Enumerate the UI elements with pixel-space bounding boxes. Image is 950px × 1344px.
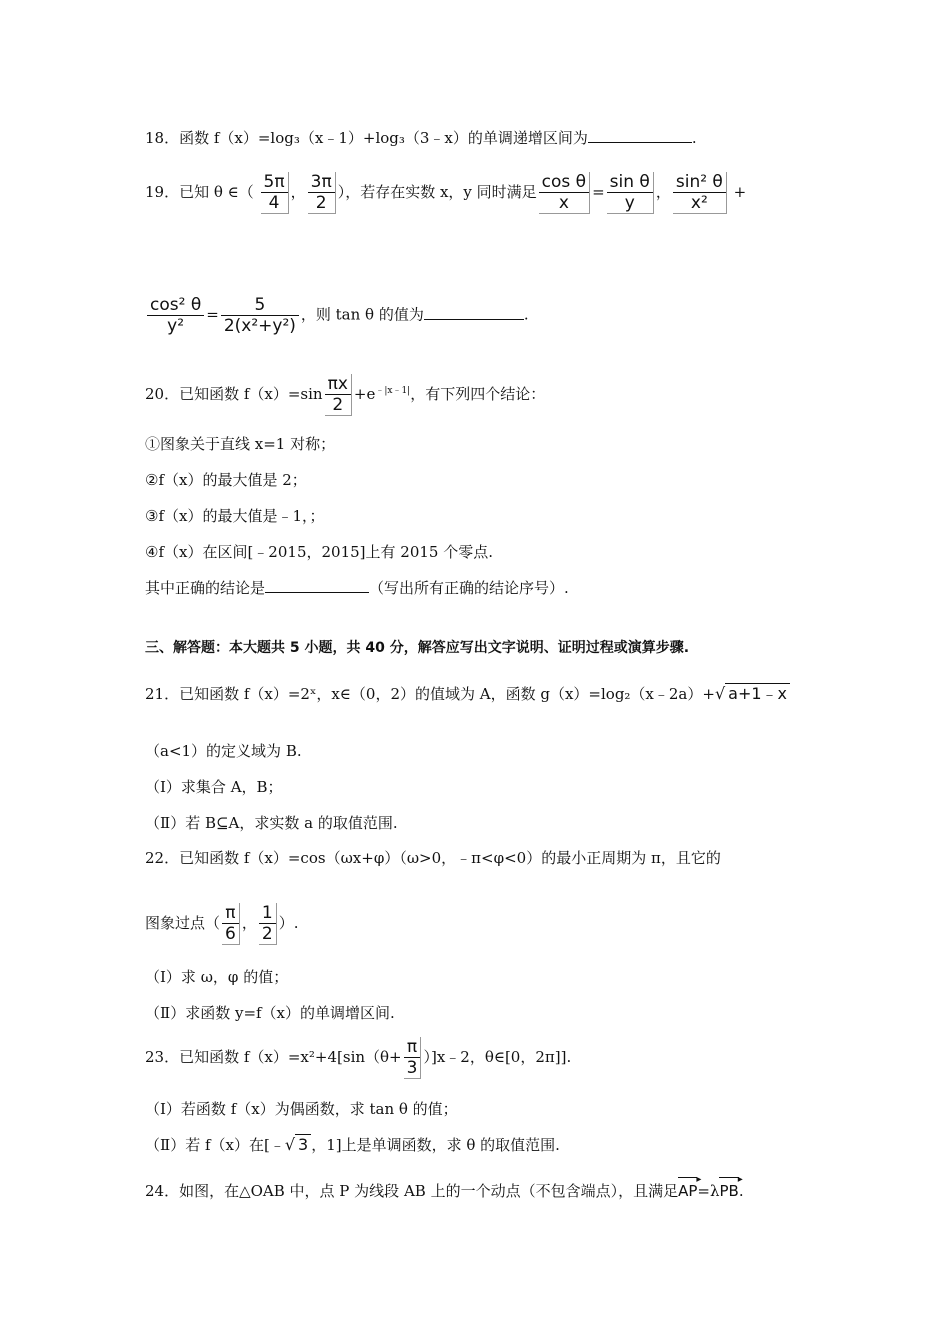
period: . [691,129,697,147]
question-21-part2: （Ⅱ）若 B⊆A，求实数 a 的取值范围. [145,814,398,832]
question-21 [145,683,790,705]
question-23-part2: （Ⅱ）若 f（x）在[﹣√ 3 ，1]上是单调函数，求 θ 的取值范围. [145,1135,560,1154]
fraction-5-over-sum: $\frac{5}{\text{2(x²+y²)}}$ [221,295,299,336]
question-19-mid: ），若存在实数 x，y 同时满足 [337,183,537,201]
question-24: 24．如图，在△OAB 中，点 P 为线段 AB 上的一个动点（不包含端点），且满足AP ▸=λPB ▸. [145,1180,744,1202]
question-22: 22．已知函数 f（x）=cos（ωx+φ）（ω>0，﹣π<φ<0）的最小正周期为 π，且它的 [145,849,721,867]
fraction-sin2-over-x2: $\frac{\text{sin² θ}}{\text{x²}}$ [673,172,727,214]
question-19-continued: $\frac{\text{cos² θ}}{\text{y²}}$ = $\frac{5}{\text{2(x²+y²)}}$ ，则 tan θ 的值为 . [145,295,529,336]
question-23: 23．已知函数 f（x）=x²+4[sin（θ+ $\frac{\pi}{3}$ ）]x﹣2，θ∈[0，2π]]. [145,1037,572,1078]
section-heading: 三、解答题：本大题共 5 小题，共 40 分，解答应写出文字说明、证明过程或演算步骤. [145,640,690,656]
fraction-pi-over-3: $\frac{\pi}{3}$ [404,1037,422,1079]
list-item: ③f（x）的最大值是﹣1，； [145,507,325,525]
list-item: ④f（x）在区间[﹣2015，2015]上有 2015 个零点. [145,543,493,561]
question-18-text: 18．函数 f（x）=log₃（x﹣1）+log₃（3﹣x）的单调递增区间为 [145,129,588,147]
question-19-intro: 19．已知 θ ∈（ [145,183,254,201]
question-22-part2: （Ⅱ）求函数 y=f（x）的单调增区间. [145,1004,395,1022]
fraction-5pi-over-4: $\frac{5\pi}{4}$ [261,172,289,214]
sqrt-expression: √ a+1﹣x [715,683,790,705]
question-22-line2: 图象过点（ $\frac{\pi}{6}$ ， $\frac{1}{2}$ ）. [145,903,299,944]
question-21-intro: 21．已知函数 f（x）=2ˣ，x∈（0，2）的值域为 A，函数 g（x）=log₂（x﹣2a）+ [145,685,715,703]
sqrt-3: √ 3 [285,1134,311,1156]
answer-blank [424,305,524,320]
fraction-cos-over-x: $\frac{\text{cos θ}}{x}$ [539,172,590,214]
vector-ap: AP ▸ [678,1180,697,1202]
question-19: 19．已知 θ ∈（ $\frac{5\pi}{4}$ ， $\frac{3\pi}{2}$ ），若存在实数 x，y 同时满足 $\frac{\text{cos θ}}{x}$ = $\frac{\text{sin θ}}{y}$ ， $\frac{\text{sin² θ}}{\text{x²}}$ + [145,172,747,213]
list-item: ①图象关于直线 x=1 对称； [145,435,336,453]
exponent: ﹣|x﹣1| [375,386,411,396]
fraction-sin-over-y: $\frac{\text{sin θ}}{y}$ [607,172,654,214]
question-23-intro: 23．已知函数 f（x）=x²+4[sin（θ+ [145,1048,402,1066]
fraction-pix-over-2: $\frac{\pi x}{2}$ [325,374,352,416]
question-19-tail: ，则 tan θ 的值为 [300,305,424,324]
question-21-part1: （Ⅰ）求集合 A，B； [145,778,283,796]
question-23-part1: （Ⅰ）若函数 f（x）为偶函数，求 tan θ 的值； [145,1100,458,1118]
fraction-pi-over-6: $\frac{\pi}{6}$ [222,903,240,945]
answer-blank [265,578,369,593]
question-20-conclusion: 其中正确的结论是 （写出所有正确的结论序号）. [145,579,569,597]
vector-pb: PB ▸ [719,1180,738,1202]
fraction-3pi-over-2: $\frac{3\pi}{2}$ [308,172,336,214]
list-item: ②f（x）的最大值是 2； [145,471,307,489]
question-18 [145,127,697,149]
question-20-intro: 20．已知函数 f（x）=sin [145,385,323,403]
fraction-1-over-2: $\frac{1}{2}$ [259,903,277,945]
question-22-part1: （Ⅰ）求 ω，φ 的值； [145,968,289,986]
fraction-cos2-over-y2: $\frac{\text{cos² θ}}{\text{y²}}$ [147,295,204,336]
question-20: 20．已知函数 f（x）=sin $\frac{\pi x}{2}$ $+e^{﹣|x﹣1|}$，有下列四个结论： [145,374,546,415]
question-24-text: 24．如图，在△OAB 中，点 P 为线段 AB 上的一个动点（不包含端点），且满足 [145,1182,679,1200]
answer-blank [588,128,692,143]
question-21-line2: （a<1）的定义域为 B. [145,742,302,760]
